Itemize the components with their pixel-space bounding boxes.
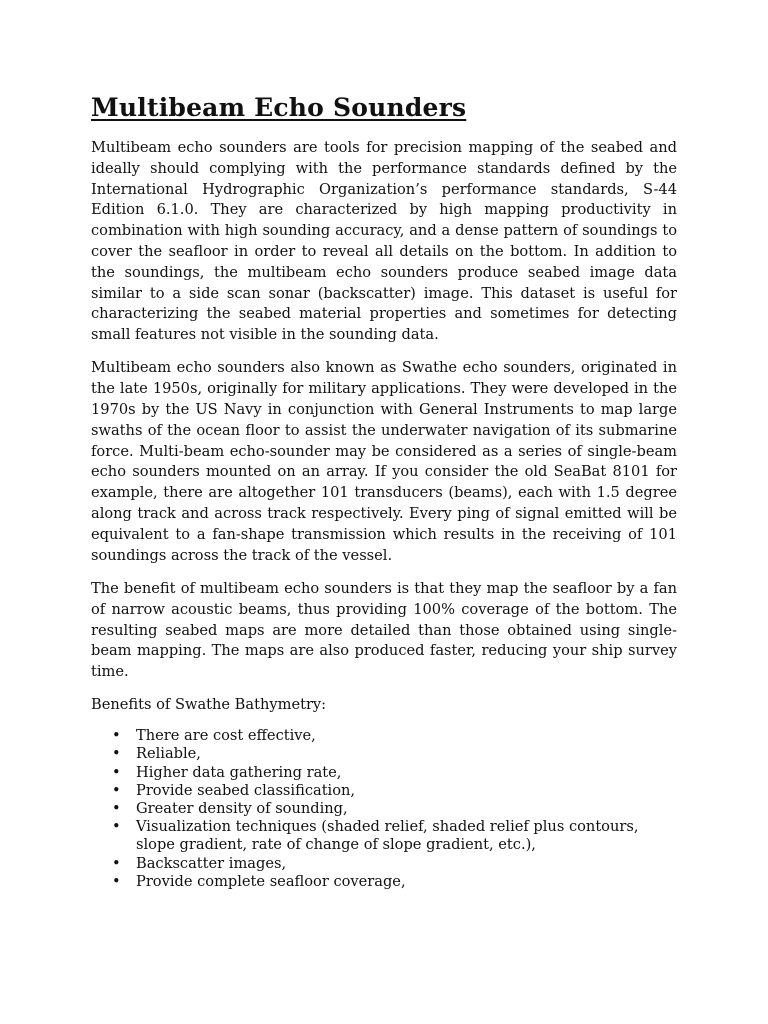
list-item-text: Provide complete seafloor coverage, (136, 872, 406, 890)
benefits-list (91, 727, 677, 891)
paragraph-history: Multibeam echo sounders also known as Swathe echo sounders, originated in the late 1950s, originally for military applications. They were developed in the 1970s by the US Navy in conjunction with General Instruments to map large swaths of the ocean floor to assist the underwater navigation of its submarine force. Multi-beam echo-sounder may be considered as a series of single-beam echo sounders mounted on an array. If you consider the old SeaBat 8101 for example, there are altogether 101 transducers (beams), each with 1.5 degree along track and across track respectively. Every ping of signal emitted will be equivalent to a fan-shape transmission which results in the receiving of 101 soundings across the track of the vessel. (91, 359, 677, 564)
list-item (91, 727, 677, 745)
bullet-icon: • (112, 872, 121, 890)
benefits-heading: Benefits of Swathe Bathymetry: (91, 696, 327, 714)
document-title: Multibeam Echo Sounders (91, 93, 467, 122)
list-item (91, 818, 677, 854)
bullet-icon: • (112, 854, 121, 872)
list-item-text: Greater density of sounding, (136, 800, 348, 818)
list-item (91, 873, 677, 891)
list-item (91, 764, 677, 782)
list-item-text: Higher data gathering rate, (136, 763, 342, 781)
bullet-icon: • (112, 763, 121, 781)
bullet-icon: • (112, 727, 121, 745)
list-item-text: Backscatter images, (136, 854, 287, 872)
bullet-icon: • (112, 745, 121, 763)
list-item (91, 745, 677, 763)
bullet-icon: • (112, 781, 121, 799)
list-item-text: There are cost effective, (136, 727, 316, 745)
document-page (91, 93, 677, 891)
list-item-text: Visualization techniques (shaded relief, shaded relief plus contours, slope gradient, rate of change of slope gradient, etc.), (136, 818, 639, 854)
list-item (91, 782, 677, 800)
paragraph-intro: Multibeam echo sounders are tools for precision mapping of the seabed and ideally should complying with the performance standards defined by the International Hydrographic Organization’s performance standards, S-44 Edition 6.1.0. They are characterized by high mapping productivity in combination with high sounding accuracy, and a dense pattern of soundings to cover the seafloor in order to reveal all details on the bottom. In addition to the soundings, the multibeam echo sounders produce seabed image data similar to a side scan sonar (backscatter) image. This dataset is useful for characterizing the seabed material properties and sometimes for detecting small features not visible in the sounding data. (91, 139, 677, 344)
list-item-text: Provide seabed classification, (136, 781, 356, 799)
list-item (91, 800, 677, 818)
list-item (91, 855, 677, 873)
list-item-text: Reliable, (136, 745, 201, 763)
bullet-icon: • (112, 800, 121, 818)
paragraph-benefit: The benefit of multibeam echo sounders is that they map the seafloor by a fan of narrow acoustic beams, thus providing 100% coverage of the bottom. The resulting seabed maps are more detailed than those obtained using single-beam mapping. The maps are also produced faster, reducing your ship survey time. (91, 579, 677, 681)
bullet-icon: • (112, 818, 121, 836)
